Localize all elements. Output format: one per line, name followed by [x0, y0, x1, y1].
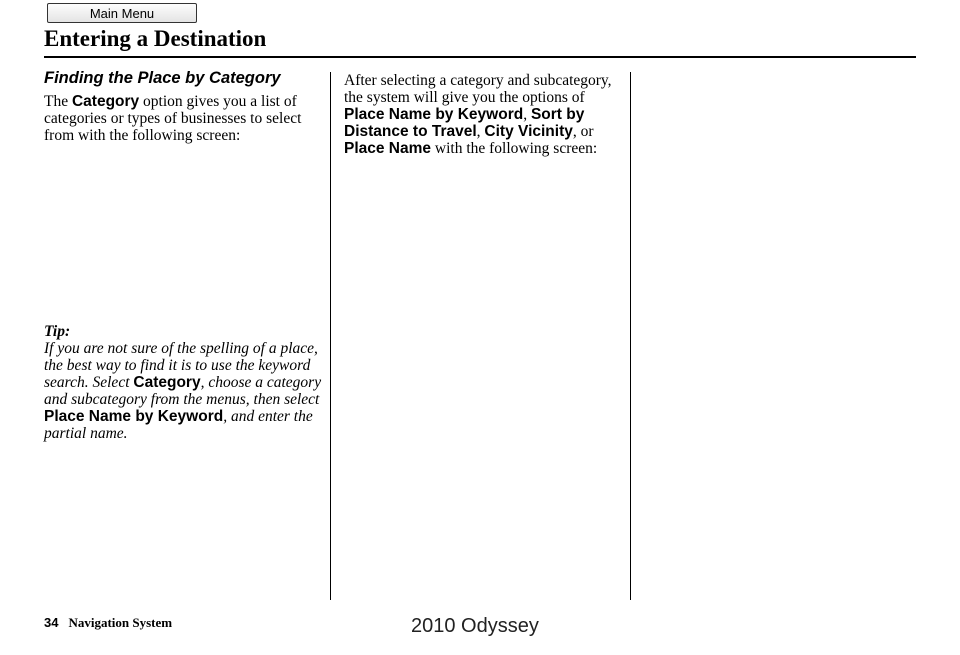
tip-text-3: , and enter the partial name.	[44, 408, 313, 442]
intro-text-1: The	[44, 93, 72, 110]
tip-keyword-place-name: Place Name by Keyword	[44, 408, 224, 425]
intro-text-2: option gives you a list of categories or types of businesses to select from with the following screen:	[44, 93, 302, 144]
keyword-place-name-by-keyword: Place Name by Keyword	[344, 106, 524, 123]
column-divider-1	[330, 72, 331, 600]
middle-column	[344, 72, 614, 157]
title-divider	[44, 56, 916, 58]
page-title: Entering a Destination	[44, 26, 267, 51]
options-text-1: After selecting a category and subcategory, the system will give you the options of	[344, 72, 612, 106]
keyword-sort-by-distance: Sort by Distance to Travel	[344, 106, 585, 140]
column-divider-2	[630, 72, 631, 600]
sep-3: , or	[572, 123, 594, 140]
tip-text-2: , choose a category and subcategory from the menus, then select	[44, 374, 322, 408]
sep-1: ,	[523, 106, 531, 123]
page-number: 34	[44, 615, 59, 630]
sep-2: ,	[476, 123, 485, 140]
section-heading: Finding the Place by Category	[44, 69, 281, 87]
page-footer	[44, 615, 172, 631]
footer-section: Navigation System	[68, 615, 173, 630]
tip-label: Tip:	[44, 323, 71, 340]
keyword-city-vicinity: City Vicinity	[484, 123, 573, 140]
tip-text-1: If you are not sure of the spelling of a place, the best way to find it is to use the keyword search. Select	[44, 340, 318, 391]
main-menu-button[interactable]: Main Menu	[47, 3, 197, 23]
intro-paragraph	[44, 93, 324, 144]
options-paragraph	[344, 72, 614, 157]
keyword-category: Category	[71, 93, 140, 110]
tip-block	[44, 323, 324, 442]
options-text-2: with the following screen:	[431, 140, 598, 157]
tip-keyword-category: Category	[133, 374, 201, 391]
keyword-place-name: Place Name	[344, 140, 432, 157]
watermark: 2010 Odyssey	[411, 615, 539, 637]
left-column	[44, 68, 324, 144]
